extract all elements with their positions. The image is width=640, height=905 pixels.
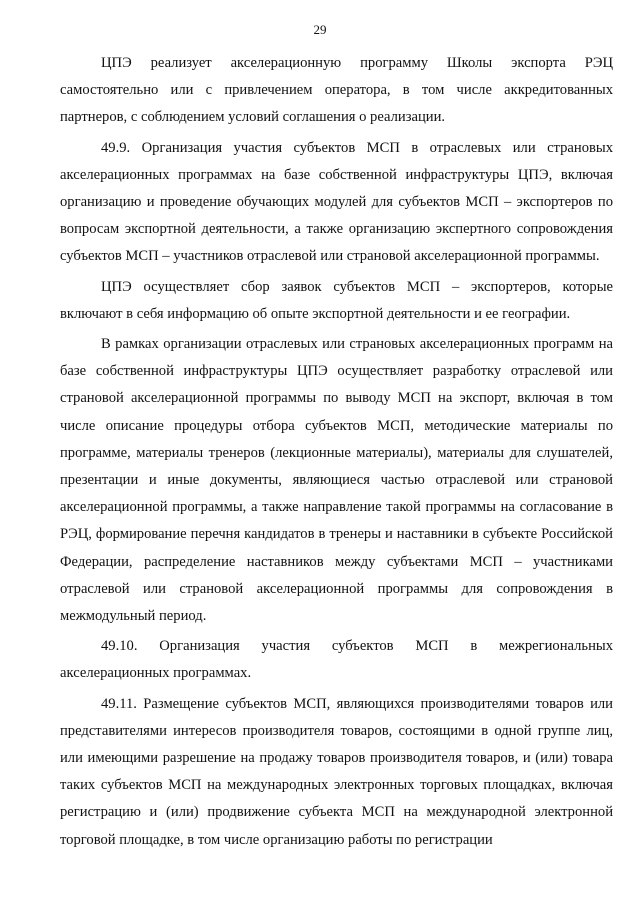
paragraph-49-11: 49.11. Размещение субъектов МСП, являющихся производителями товаров или представителями интересов производителя товаров, состоящими в одной группе лиц, или имеющими разрешение на продажу товаров производителя товаров, и (или) товара таких субъектов МСП на международных электронных торговых площадках, включая регистрацию и (или) продвижение субъекта МСП на международной электронной торговой площадке, в том числе организацию работы по регистрации bbox=[60, 695, 613, 848]
paragraph-program-development: В рамках организации отраслевых или страновых акселерационных программ на базе собственной инфраструктуры ЦПЭ осуществляет разработку отраслевой или страновой акселерационной программы по выводу МСП на экспорт, включая в том числе описание процедуры отбора субъектов МСП, методические материалы по программе, материалы тренеров (лекционные материалы), материалы для слушателей, презентации и иные документы, являющиеся частью отраслевой или страновой акселерационной программы, а также направление такой программы на согласование в РЭЦ, формирование перечня кандидатов в тренеры и наставники в субъекте Российской Федерации, распределение наставников между субъектами МСП – участниками отраслевой или страновой акселерационной программы для сопровождения в межмодульный период. bbox=[60, 336, 613, 625]
paragraph-49-10: 49.10. Организация участия субъектов МСП в межрегиональных акселерационных программах. bbox=[60, 638, 613, 682]
document-body bbox=[60, 50, 613, 854]
page-number: 29 bbox=[313, 22, 327, 37]
paragraph-49-9: 49.9. Организация участия субъектов МСП в отраслевых или страновых акселерационных программах на базе собственной инфраструктуры ЦПЭ, включая организацию и проведение обучающих модулей для субъектов МСП – экспортеров по вопросам экспортной деятельности, а также организацию экспертного сопровождения субъектов МСП – участников отраслевой или страновой акселерационной программы. bbox=[60, 139, 613, 265]
paragraph-cpe-accelerator: ЦПЭ реализует акселерационную программу Школы экспорта РЭЦ самостоятельно или с привлечением оператора, в том числе аккредитованных партнеров, с соблюдением условий соглашения о реализации. bbox=[60, 55, 613, 126]
paragraph-cpe-applications: ЦПЭ осуществляет сбор заявок субъектов МСП – экспортеров, которые включают в себя информацию об опыте экспортной деятельности и ее географии. bbox=[60, 278, 613, 322]
